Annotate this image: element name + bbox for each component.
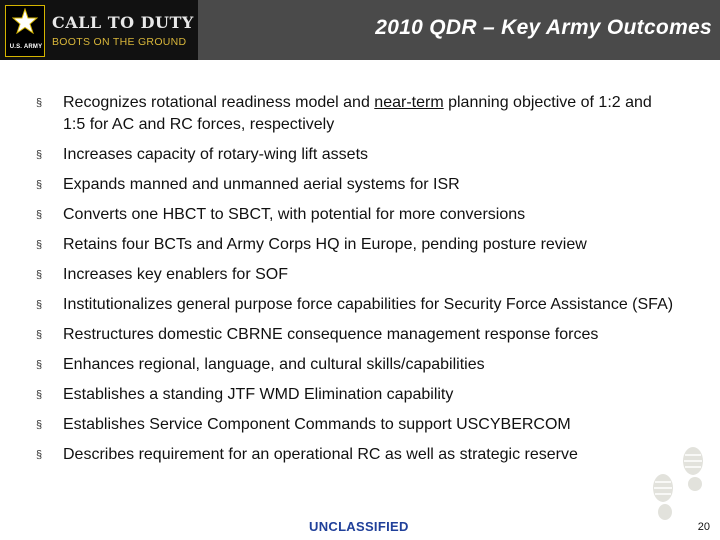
army-star-icon bbox=[12, 8, 38, 34]
bullet-text: Establishes Service Component Commands to support USCYBERCOM bbox=[63, 416, 571, 433]
boot-prints-icon bbox=[642, 445, 716, 525]
bullet-marker-icon: § bbox=[36, 269, 43, 281]
bullet-item bbox=[36, 234, 676, 256]
army-star-caption: U.S. ARMY bbox=[9, 44, 43, 50]
bullet-text: Increases key enablers for SOF bbox=[63, 266, 288, 283]
logo-title: CALL TO DUTY bbox=[52, 13, 194, 32]
bullet-marker-icon: § bbox=[36, 359, 43, 371]
bullet-item bbox=[36, 414, 676, 436]
bullet-text: Restructures domestic CBRNE consequence management response forces bbox=[63, 326, 599, 343]
bullet-item bbox=[36, 144, 676, 166]
bullet-marker-icon: § bbox=[36, 389, 43, 401]
bullet-text-underlined: near-term bbox=[374, 94, 444, 111]
bullet-text: Establishes a standing JTF WMD Elimination capability bbox=[63, 386, 454, 403]
bullet-marker-icon: § bbox=[36, 299, 43, 311]
bullet-text-start: Recognizes rotational readiness model and bbox=[63, 94, 375, 111]
page-number: 20 bbox=[697, 521, 710, 533]
bullet-list bbox=[36, 92, 676, 474]
bullet-text-end: planning objective of 1:2 and 1:5 for AC and RC forces, respectively bbox=[63, 94, 652, 133]
bullet-text: Institutionalizes general purpose force capabilities for Security Force Assistance (SFA) bbox=[63, 296, 674, 313]
bullet-marker-icon: § bbox=[36, 449, 43, 461]
bullet-marker-icon: § bbox=[36, 149, 43, 161]
header-bar bbox=[0, 0, 720, 60]
classification-label: UNCLASSIFIED bbox=[309, 519, 409, 534]
bullet-item bbox=[36, 384, 676, 406]
logo-subtitle: BOOTS ON THE GROUND bbox=[52, 36, 187, 48]
bullet-item bbox=[36, 174, 676, 196]
bullet-marker-icon: § bbox=[36, 209, 43, 221]
bullet-marker-icon: § bbox=[36, 329, 43, 341]
bullet-text: Describes requirement for an operational RC as well as strategic reserve bbox=[63, 446, 578, 463]
bullet-marker-icon: § bbox=[36, 239, 43, 251]
bullet-text: Retains four BCTs and Army Corps HQ in Europe, pending posture review bbox=[63, 236, 587, 253]
bullet-item bbox=[36, 444, 676, 466]
bullet-text: Enhances regional, language, and cultural skills/capabilities bbox=[63, 356, 485, 373]
slide-title: 2010 QDR – Key Army Outcomes bbox=[375, 16, 712, 39]
bullet-text: Converts one HBCT to SBCT, with potential for more conversions bbox=[63, 206, 526, 223]
bullet-item bbox=[36, 324, 676, 346]
call-to-duty-logo bbox=[0, 0, 198, 60]
bullet-item bbox=[36, 92, 676, 136]
army-star-logo bbox=[5, 5, 45, 57]
bullet-item bbox=[36, 294, 676, 316]
bullet-item bbox=[36, 354, 676, 376]
bullet-marker-icon: § bbox=[36, 179, 43, 191]
bullet-item bbox=[36, 264, 676, 286]
bullet-marker-icon: § bbox=[36, 97, 43, 109]
bullet-marker-icon: § bbox=[36, 419, 43, 431]
bullet-item bbox=[36, 204, 676, 226]
bullet-text: Increases capacity of rotary-wing lift assets bbox=[63, 146, 369, 163]
bullet-text: Expands manned and unmanned aerial systems for ISR bbox=[63, 176, 460, 193]
